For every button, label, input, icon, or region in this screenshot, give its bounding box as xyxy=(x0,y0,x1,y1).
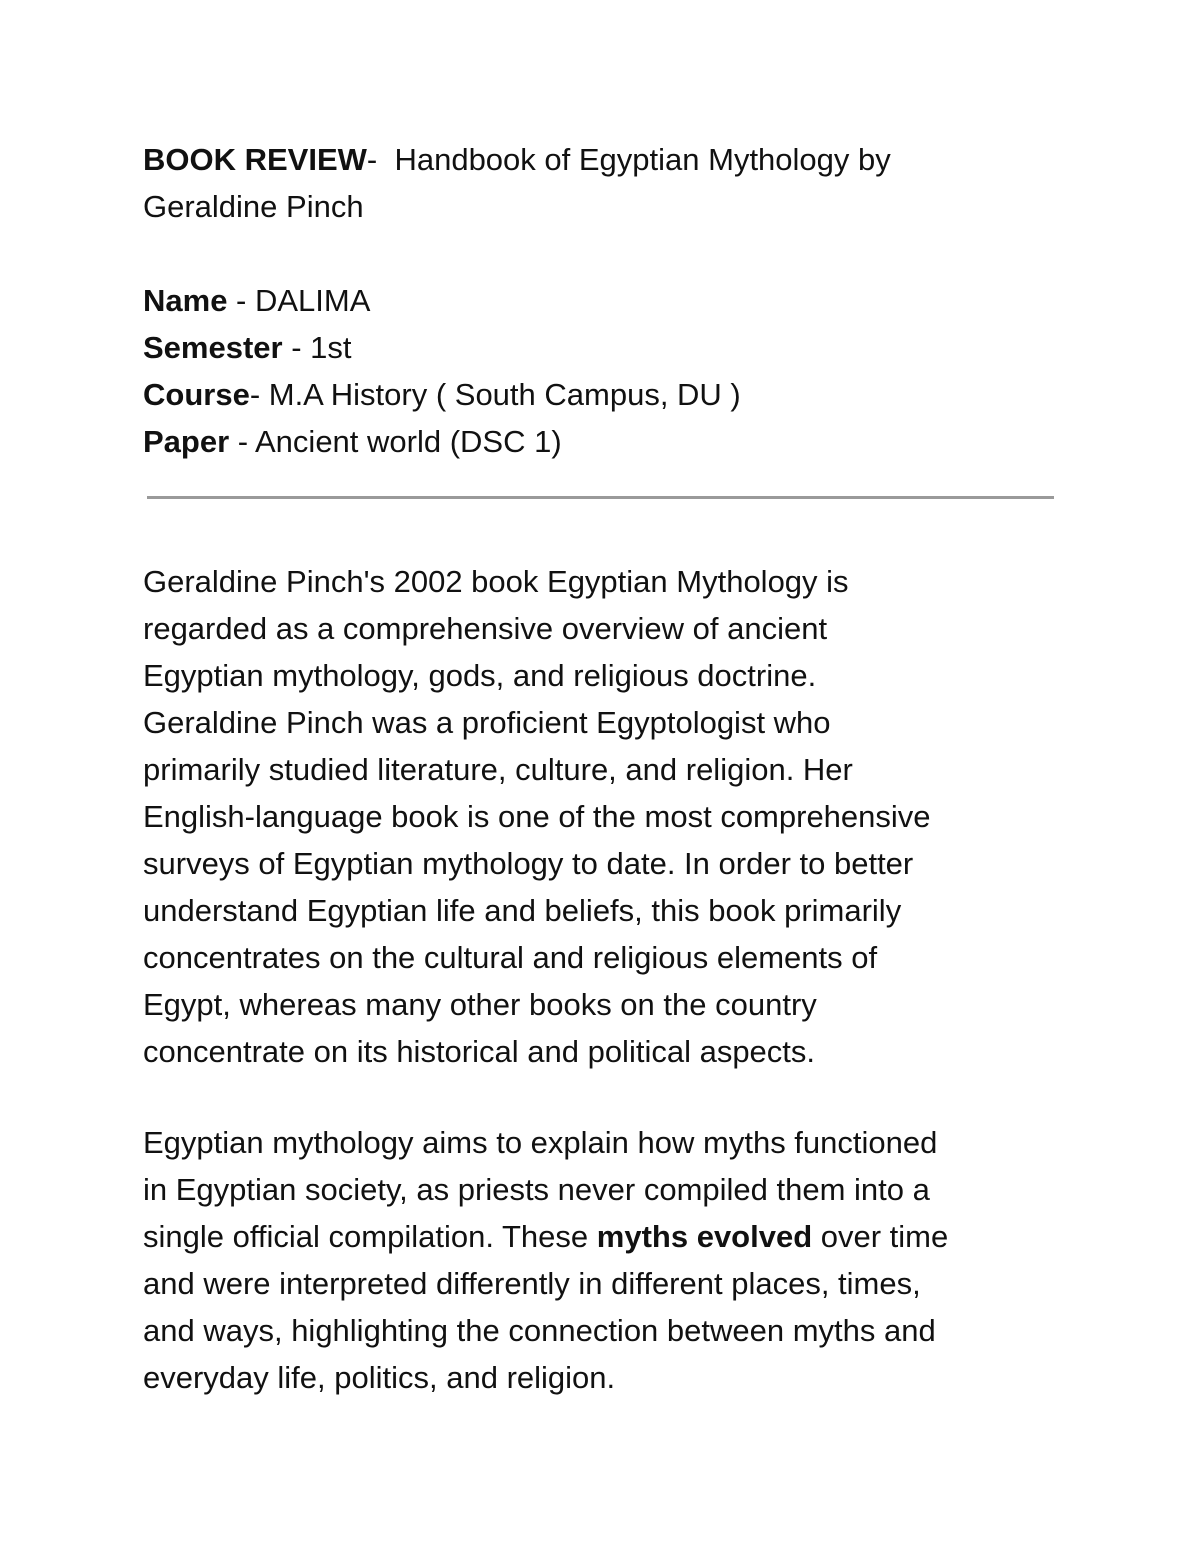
document-title xyxy=(143,136,1073,230)
semester-value: - 1st xyxy=(282,330,352,365)
meta-course xyxy=(143,371,1073,418)
title-line2: Geraldine Pinch xyxy=(143,189,364,224)
paragraph-myths xyxy=(143,1119,1073,1401)
meta-semester xyxy=(143,324,1073,371)
paragraph-line: concentrates on the cultural and religious elements of xyxy=(143,940,878,975)
paragraph-line: Geraldine Pinch's 2002 book Egyptian Mythology is xyxy=(143,564,849,599)
paragraph-line: and were interpreted differently in different places, times, xyxy=(143,1266,921,1301)
semester-label: Semester xyxy=(143,330,283,365)
meta-paper xyxy=(143,418,1073,465)
paragraph-line: and ways, highlighting the connection between myths and xyxy=(143,1313,936,1348)
emphasis-myths-evolved: myths evolved xyxy=(596,1219,813,1254)
paragraph-line: Geraldine Pinch was a proficient Egyptologist who xyxy=(143,705,831,740)
title-rest: - Handbook of Egyptian Mythology by xyxy=(366,142,891,177)
paragraph-line: regarded as a comprehensive overview of ancient xyxy=(143,611,828,646)
meta-block xyxy=(143,277,1073,465)
horizontal-divider xyxy=(147,496,1054,499)
paper-label: Paper xyxy=(143,424,230,459)
meta-name xyxy=(143,277,1073,324)
paragraph-line: surveys of Egyptian mythology to date. In order to better xyxy=(143,846,914,881)
paper-value: - Ancient world (DSC 1) xyxy=(229,424,562,459)
line-text: single official compilation. These xyxy=(143,1219,597,1254)
paragraph-line: concentrate on its historical and political aspects. xyxy=(143,1034,816,1069)
paragraph-line: understand Egyptian life and beliefs, this book primarily xyxy=(143,893,902,928)
paragraph-line: Egyptian mythology, gods, and religious doctrine. xyxy=(143,658,817,693)
paragraph-line xyxy=(143,1213,1073,1260)
paragraph-line: Egyptian mythology aims to explain how myths functioned xyxy=(143,1125,938,1160)
course-label: Course xyxy=(143,377,250,412)
paragraph-line: in Egyptian society, as priests never compiled them into a xyxy=(143,1172,930,1207)
line-text: over time xyxy=(812,1219,949,1254)
paragraph-line: everyday life, politics, and religion. xyxy=(143,1360,616,1395)
paragraph-line: primarily studied literature, culture, and religion. Her xyxy=(143,752,853,787)
paragraph-line: Egypt, whereas many other books on the country xyxy=(143,987,817,1022)
title-bold: BOOK REVIEW xyxy=(143,142,367,177)
course-value: - M.A History ( South Campus, DU ) xyxy=(249,377,741,412)
paragraph-line: English-language book is one of the most comprehensive xyxy=(143,799,931,834)
name-label: Name xyxy=(143,283,228,318)
header-block xyxy=(143,136,1073,465)
paragraph-intro xyxy=(143,558,1073,1075)
name-value: - DALIMA xyxy=(227,283,371,318)
